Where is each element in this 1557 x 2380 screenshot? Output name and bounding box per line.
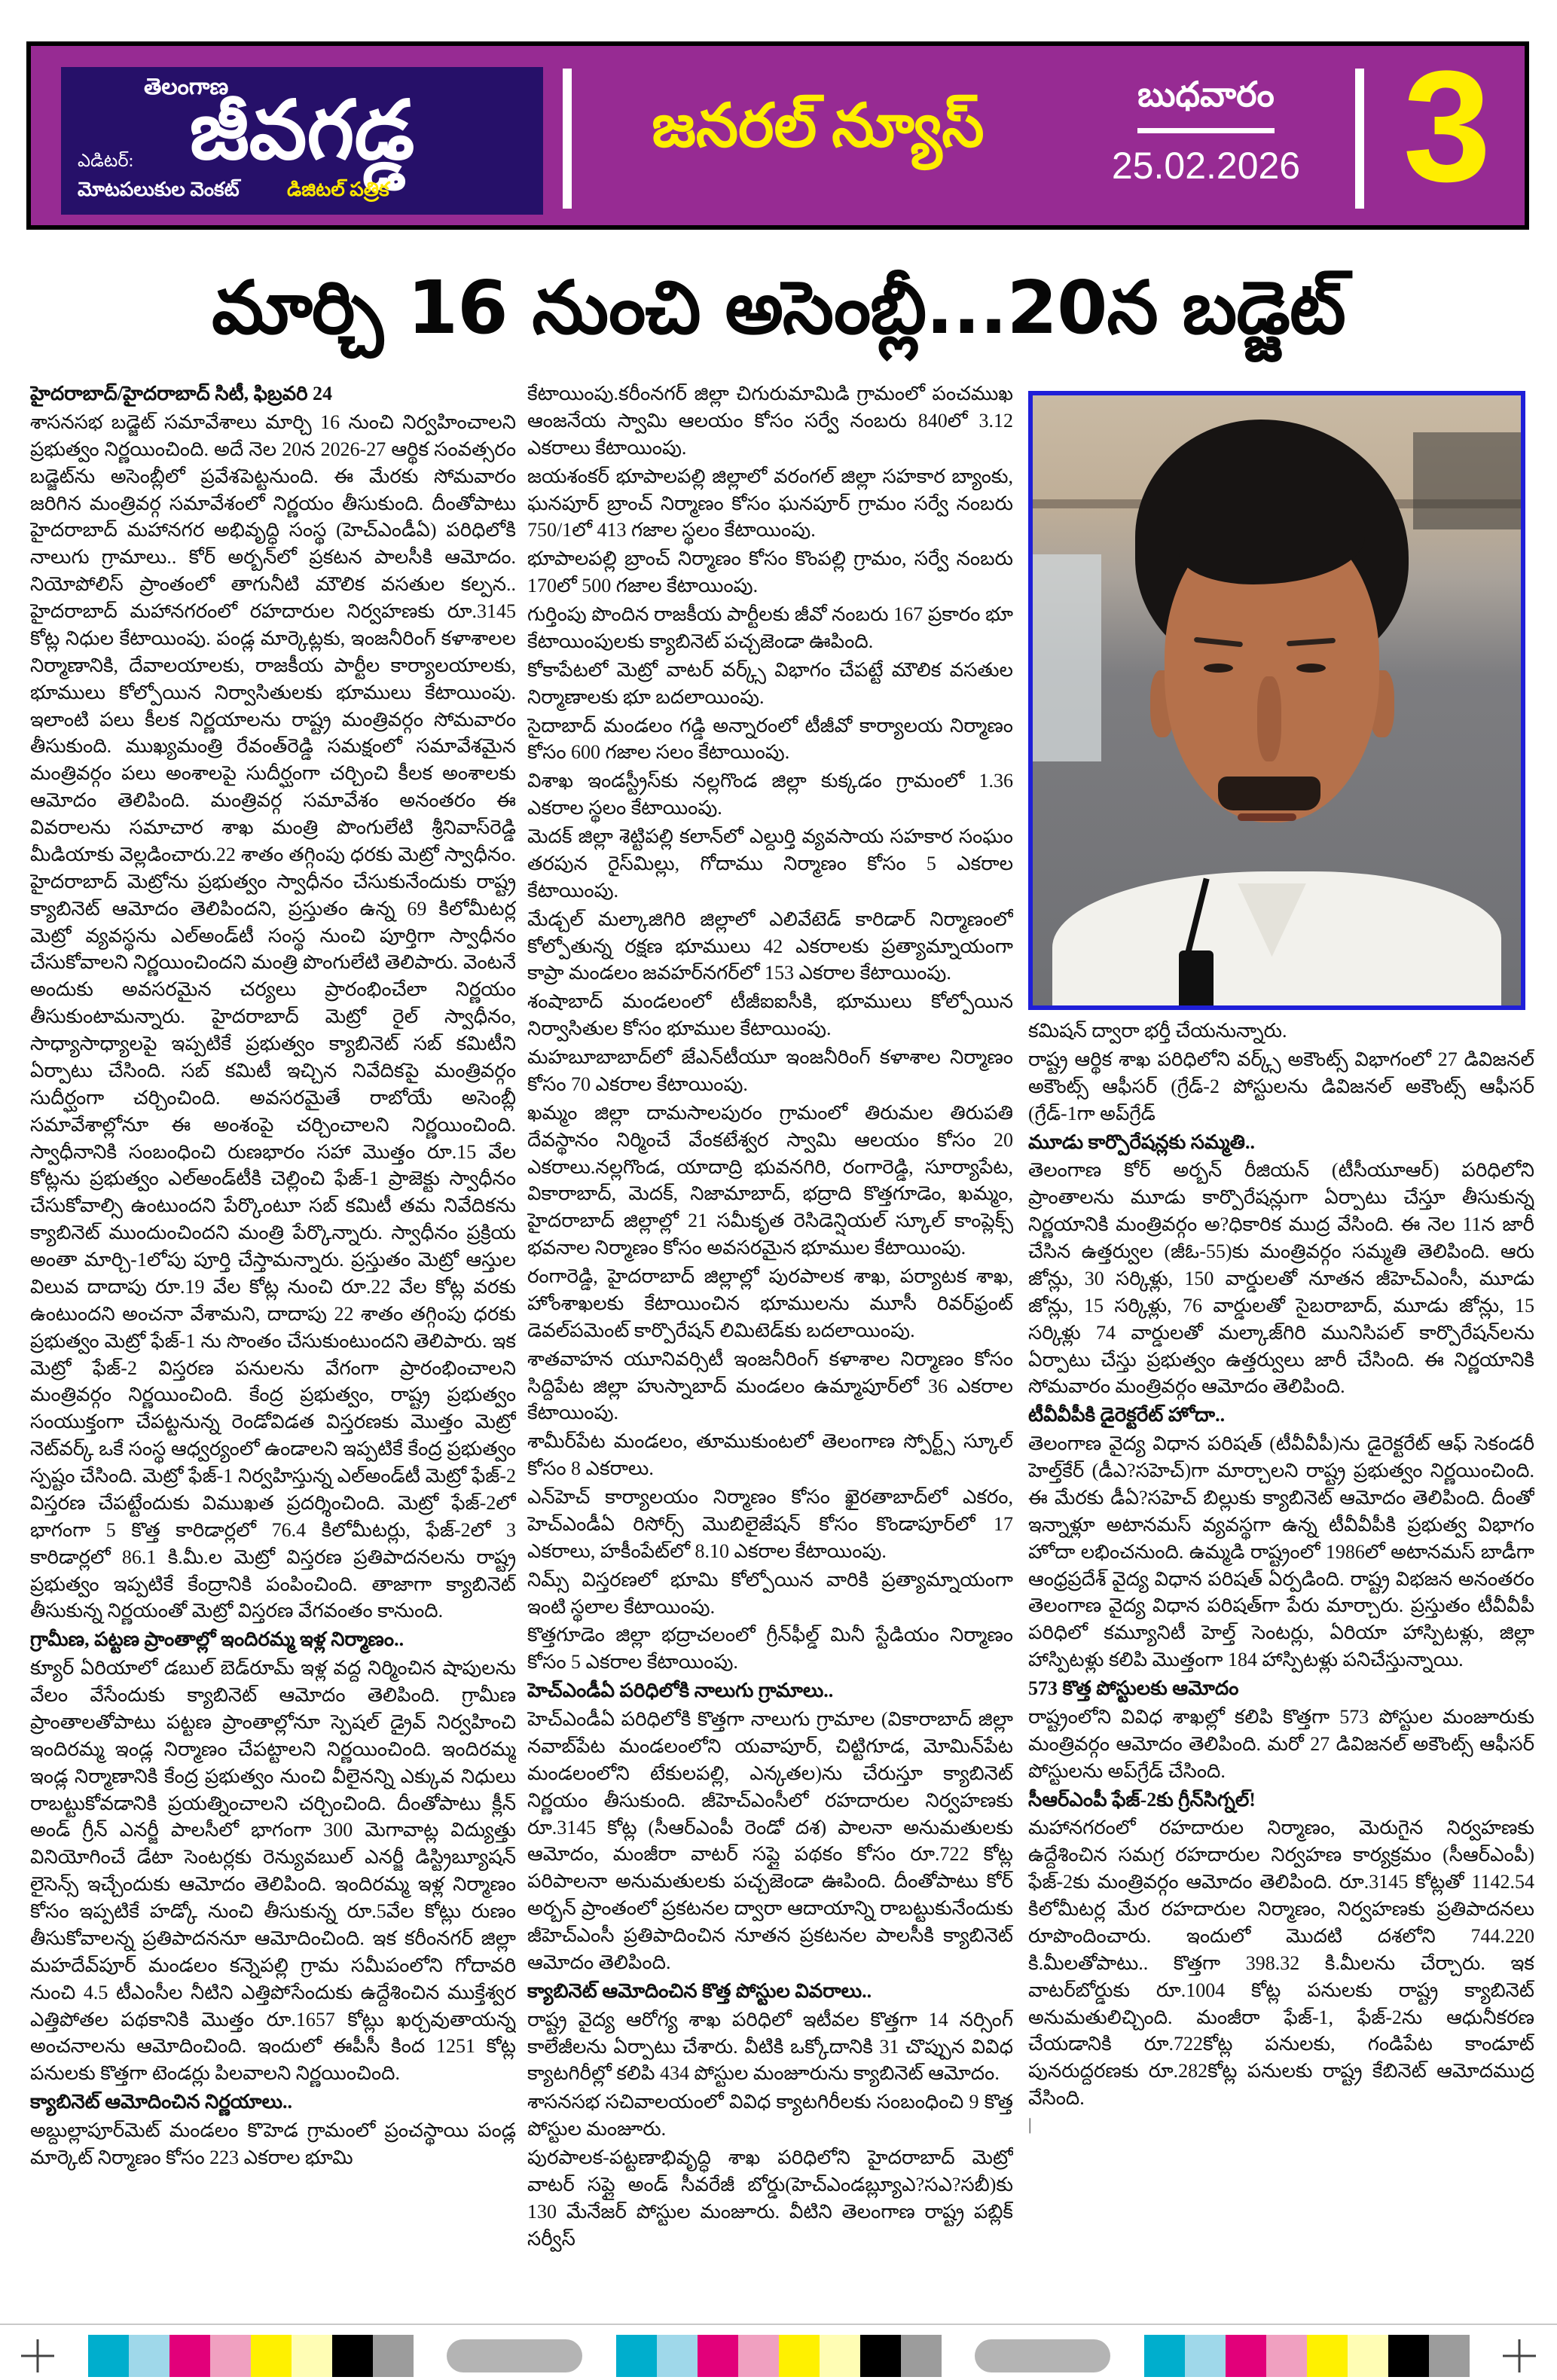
color-calibration-bar <box>88 2335 414 2377</box>
color-swatch <box>1429 2335 1470 2377</box>
color-swatch <box>1348 2335 1388 2377</box>
region-label: తెలంగాణ <box>144 75 229 99</box>
color-swatch <box>1307 2335 1348 2377</box>
body-paragraph: విశాఖ ఇండస్ట్రీస్‌కు నల్లగొండ జిల్లా కుక్కడం గ్రామంలో 1.36 ఎకరాల స్థలం కేటాయింపు. <box>527 770 1013 819</box>
body-paragraph: శాతవాహన యూనివర్సిటీ ఇంజనీరింగ్ కళాశాల నిర్మాణం కోసం సిద్దిపేట జిల్లా హుస్నాబాద్ మండలం ఉమ్మాపూర్‌లో 36 ఎకరాల కేటాయింపు. <box>527 1347 1013 1424</box>
date-block <box>1067 75 1345 188</box>
color-swatch <box>169 2335 210 2377</box>
color-swatch <box>292 2335 332 2377</box>
photo-person-mouth <box>1238 813 1296 821</box>
body-paragraph: కేటాయింపు.కరీంనగర్ జిల్లా చిగురుమామిడి గ్రామంలో పంచముఖ ఆంజనేయ స్వామి ఆలయం కోసం సర్వే నంబరు 840లో 3.12 ఎకరాలు కేటాయింపు. <box>527 383 1013 459</box>
color-calibration-bar <box>616 2335 942 2377</box>
body-paragraph: పురపాలక-పట్టణాభివృద్ధి శాఖ పరిధిలోని హైదరాబాద్ మెట్రో వాటర్ సప్లై అండ్ సీవరేజీ బోర్డు(హెచ్ఎండబ్ల్యూఎ?సఎ?సబీ)కు 130 మేనేజర్ పోస్టుల మంజూరు. వీటిని తెలంగాణ రాష్ట్ర పబ్లిక్ సర్వీస్ <box>527 2147 1013 2250</box>
body-paragraph: శాసనసభ సచివాలయంలో వివిధ క్యాటగిరీలకు సంబంధించి 9 కొత్త పోస్టుల మంజూరు. <box>527 2091 1013 2140</box>
subheading: టీవీవీపీకి డైరెక్టరేట్ హోదా.. <box>1028 1404 1226 1426</box>
body-paragraph: రాష్ట్ర ఆర్థిక శాఖ పరిధిలోని వర్క్స్ అకౌంట్స్ విభాగంలో 27 డివిజనల్ అకౌంట్స్ ఆఫీసర్ (గ్రేడ్-2 పోస్టులను డివిజనల్ అకౌంట్స్ ఆఫీసర్ (గ్రేడ్-1గా అప్‌గ్రేడ్ <box>1028 1048 1534 1124</box>
column-1 <box>30 380 516 2320</box>
body-paragraph: మెదక్ జిల్లా శెట్టిపల్లి కలాన్‌లో ఎల్దుర్తి వ్యవసాయ సహకార సంఘం తరపున రైస్‌మిల్లు, గోదాము నిర్మాణం కోసం 5 ఎకరాల కేటాయింపు. <box>527 825 1013 902</box>
body-paragraph: నిమ్స్ విస్తరణలో భూమి కోల్పోయిన వారికి ప్రత్యామ్నాయంగా ఇంటి స్థలాల కేటాయింపు. <box>527 1568 1013 1618</box>
column-3 <box>1028 380 1534 2320</box>
page-number: 3 <box>1403 38 1491 215</box>
color-swatch <box>373 2335 414 2377</box>
subheading: క్యాబినెట్ ఆమోదించిన కొత్త పోస్టుల వివరాలు.. <box>527 1979 872 2002</box>
color-swatch <box>616 2335 657 2377</box>
column-3-text <box>1028 1018 1534 2136</box>
color-swatch <box>1266 2335 1307 2377</box>
body-paragraph: మహానగరంలో రహదారుల నిర్మాణం, మెరుగైన నిర్వహణకు ఉద్దేశించిన సమగ్ర రహదారుల నిర్వహణ కార్యక్రమం (సీఆర్ఎంపీ) ఫేజ్-2కు మంత్రివర్గం ఆమోదం తెలిపింది. రూ.3145 కోట్లతో 1142.54 కిలోమీటర్ల మేర రహదారుల నిర్మాణం, నిర్వహణకు ప్రతిపాదనలు రూపొందించారు. ఇందులో మొదటి దశలోని 744.220 కి.మీలతోపాటు.. కొత్తగా 398.32 కి.మీలను చేర్చారు. ఇక వాటర్‌బోర్డుకు రూ.1004 కోట్ల పనులకు రాష్ట్ర క్యాబినెట్ అనుమతులిచ్చింది. మంజీరా ఫేజ్-1, ఫేజ్-2ను ఆధునీకరణ చేయడానికి రూ.722కోట్ల పనులకు, గండిపేట కాండూట్ పునరుద్దరణకు రూ.282కోట్ల పనులకు రాష్ట్ర కేబినెట్ ఆమోదముద్ర వేసింది. <box>1028 1817 1534 2110</box>
body-paragraph: క్యూర్ ఏరియాలో డబుల్ బెడ్‌రూమ్ ఇళ్ల వద్ద నిర్మించిన షాపులను వేలం వేసేందుకు క్యాబినెట్ ఆమోదం తెలిపింది. గ్రామీణ ప్రాంతాలతోపాటు పట్టణ ప్రాంతాల్లోనూ స్పెషల్ డ్రైవ్ నిర్వహించి ఇందిరమ్మ ఇండ్ల నిర్మాణం చేపట్టాలని నిర్ణయించింది. ఇందిరమ్మ ఇండ్ల నిర్మాణానికి కేంద్ర ప్రభుత్వం నుంచి వీలైనన్ని ఎక్కువ నిధులు రాబట్టుకోవడానికి ప్రయత్నించాలని చర్చించింది. దీంతోపాటు క్లీన్ అండ్ గ్రీన్ ఎనర్జీ పాలసీలో భాగంగా 300 మెగావాట్ల విద్యుత్తు వినియోగించే డేటా సెంటర్లకు రెన్యువబుల్ ఎనర్జీ డిస్ట్రిబ్యూషన్ లైసెన్స్ ఇచ్చేందుకు ఆమోదం తెలిపింది. ఇందిరమ్మ ఇళ్ల నిర్మాణం కోసం ఇప్పటికే హడ్కో నుంచి తీసుకున్న రూ.5వేల కోట్లు రుణం తీసుకోవాలన్న ప్రతిపాదననూ ఆమోదించింది. ఇక కరీంనగర్ జిల్లా మహదేవ్‌పూర్ మండలం కన్నెపల్లి గ్రామ సమీపంలోని గోదావరి నుంచి 4.5 టీఎంసీల నీటిని ఎత్తిపోసేందుకు ఉద్దేశించిన ముక్తేశ్వర ఎత్తిపోతల పథకానికి మొత్తం రూ.1657 కోట్లు ఖర్చవుతాయన్న అంచనాలను ఆమోదించింది. ఇందులో ఈపీసీ కింద 1251 కోట్ల పనులకు కొత్తగా టెండర్లు పిలవాలని నిర్ణయించింది. <box>30 1657 516 2085</box>
minister-photo <box>1028 391 1525 1010</box>
microphone-icon <box>1179 950 1213 1005</box>
subheading: హెచ్ఎండీఏ పరిధిలోకి నాలుగు గ్రామాలు.. <box>527 1680 834 1702</box>
photo-background-panel <box>1413 432 1521 530</box>
photo-background-screen <box>1033 554 1101 761</box>
subheading: సీఆర్ఎంపీ ఫేజ్-2కు గ్రీన్‌సిగ్నల్! <box>1028 1788 1256 1811</box>
color-swatch <box>698 2335 738 2377</box>
color-swatch <box>1226 2335 1266 2377</box>
masthead <box>26 38 1529 230</box>
subheading: 573 కొత్త పోస్టులకు ఆమోదం <box>1028 1677 1239 1699</box>
body-paragraph: రాష్ట్రంలోని వివిధ శాఖల్లో కలిపి కొత్తగా 573 పోస్టుల మంజూరుకు మంత్రివర్గం ఆమోదం తెలిపింది. మరో 27 డివిజనల్ అకౌంట్స్ ఆఫీసర్ పోస్టులను అప్‌గ్రేడ్ చేసింది. <box>1028 1705 1534 1782</box>
color-calibration-bar <box>1144 2335 1470 2377</box>
body-paragraph: తెలంగాణ వైద్య విధాన పరిషత్ (టీవీవీపీ)ను డైరెక్టరేట్ ఆఫ్ సెకండరీ హెల్త్‌కేర్ (డీఎ?సహెచ్)గా మార్చాలని రాష్ట్ర ప్రభుత్వం నిర్ణయించింది. ఈ మేరకు డీఏ?సహెచ్ బిల్లుకు క్యాబినెట్ ఆమోదం తెలిపింది. దీంతో ఇన్నాళ్లూ అటానమస్ వ్యవస్థగా ఉన్న టీవీవీపీకి ప్రభుత్వ విభాగం హోదా లభించనుంది. ఉమ్మడి రాష్ట్రంలో 1986లో అటానమస్ బాడీగా ఆంధ్రప్రదేశ్ వైద్య విధాన పరిషత్ ఏర్పడింది. రాష్ట్ర విభజన అనంతరం తెలంగాణ వైద్య విధాన పరిషత్‌గా పేరు మార్చారు. ప్రస్తుతం టీవీవీపీ పరిధిలో కమ్యూనిటీ హెల్త్ సెంటర్లు, ఏరియా హాస్పిటళ్లు, జిల్లా హాస్పిటళ్లు కలిపి మొత్తంగా 184 హాస్పిటళ్లు పనిచేస్తున్నాయి. <box>1028 1433 1534 1671</box>
weekday-label: బుధవారం <box>1137 75 1275 133</box>
body-paragraph: రాష్ట్ర వైద్య ఆరోగ్య శాఖ పరిధిలో ఇటీవల కొత్తగా 14 నర్సింగ్ కాలేజీలను ఏర్పాటు చేశారు. వీటికి ఒక్కోదానికి 31 చొప్పున వివిధ క్యాటగిరీల్లో కలిపి 434 పోస్టుల మంజూరును క్యాబినెట్ ఆమోదం. <box>527 2008 1013 2085</box>
gray-registration-pill <box>447 2339 582 2372</box>
subheading: గ్రామీణ, పట్టణ ప్రాంతాల్లో ఇందిరమ్మ ఇళ్ల నిర్మాణం.. <box>30 1628 405 1651</box>
body-paragraph: హెచ్ఎండీఏ పరిధిలోకి కొత్తగా నాలుగు గ్రామాల (వికారాబాద్ జిల్లా నవాబ్‌పేట మండలంలోని యవాపూర్, చిట్టిగూడ, మోమిన్‌పేట మండలంలోని టేకులపల్లి, ఎన్కతల)ను చేరుస్తూ క్యాబినెట్ నిర్ణయం తీసుకుంది. జీహెచ్ఎంసీలో రహదారుల నిర్వహణకు రూ.3145 కోట్ల (సీఆర్ఎంపీ రెండో దశ) పాలనా అనుమతులకు ఆమోదం, మంజీరా వాటర్ సప్లై పథకం కోసం రూ.722 కోట్ల పరిపాలనా అనుమతులకు పచ్చజెండా ఊపింది. దీంతోపాటు కోర్ అర్బన్ ప్రాంతంలో ప్రకటనల ద్వారా ఆదాయాన్ని రాబట్టుకునేందుకు జీహెచ్ఎంసీ ప్రతిపాదించిన నూతన ప్రకటనల పాలసీకి క్యాబినెట్ ఆమోదం తెలిపింది. <box>527 1708 1013 1973</box>
body-paragraph: ఎన్‌హెచ్ కార్యాలయం నిర్మాణం కోసం ఖైరతాబాద్‌లో ఎకరం, హెచ్ఎండీఏ రిసోర్స్ మొబిలైజేషన్ కోసం కొండాపూర్‌లో 17 ఎకరాలు, హకీంపేట్‌లో 8.10 ఎకరాల కేటాయింపు. <box>527 1486 1013 1562</box>
body-paragraph: శంషాబాద్ మండలంలో టీజీఐఐసీకి, భూములు కోల్పోయిన నిర్వాసితుల కోసం భూముల కేటాయింపు. <box>527 990 1013 1040</box>
color-swatch <box>332 2335 373 2377</box>
masthead-logo-box <box>61 67 543 215</box>
body-paragraph: భూపాలపల్లి బ్రాంచ్ నిర్మాణం కోసం కొంపల్లి గ్రామం, సర్వే నంబరు 170లో 500 గజాల కేటాయింపు. <box>527 548 1013 597</box>
body-paragraph: ఖమ్మం జిల్లా దామసాలపురం గ్రామంలో తిరుమల తిరుపతి దేవస్థానం నిర్మించే వేంకటేశ్వర స్వామి ఆలయం కోసం 20 ఎకరాలు.నల్లగొండ, యాదాద్రి భువనగిరి, రంగారెడ్డి, సూర్యాపేట, వికారాబాద్, మెదక్, నిజామాబాద్, భద్రాది కొత్తగూడెం, ఖమ్మం, హైదరాబాద్ జిల్లాల్లో 21 సమీకృత రెసిడెన్షియల్ స్కూల్ కాంప్లెక్స్ భవనాల నిర్మాణం కోసం అవసరమైన భూముల కేటాయింపు. <box>527 1101 1013 1259</box>
color-swatch <box>779 2335 820 2377</box>
body-paragraph: శాసనసభ బడ్జెట్ సమావేశాలు మార్చి 16 నుంచి నిర్వహించాలని ప్రభుత్వం నిర్ణయించింది. అదే నెల 20న 2026-27 ఆర్థిక సంవత్సరం బడ్జెట్‌ను అసెంబ్లీలో ప్రవేశపెట్టనుంది. ఈ మేరకు సోమవారం జరిగిన మంత్రివర్గ సమావేశంలో నిర్ణయం తీసుకుంది. దీంతోపాటు హైదరాబాద్ మహానగర అభివృద్ధి సంస్థ (హెచ్ఎండీఏ) పరిధిలోకి నాలుగు గ్రామాలు.. కోర్ అర్బన్‌లో ప్రకటన పాలసీకి ఆమోదం. నియోపోలిస్ ప్రాంతంలో తాగునీటి మౌలిక వసతుల కల్పన.. హైదరాబాద్ మహానగరంలో రహదారుల నిర్వహణకు రూ.3145 కోట్ల నిధుల కేటాయింపు. పండ్ల మార్కెట్లకు, ఇంజనీరింగ్ కళాశాలల నిర్మాణానికి, దేవాలయాలకు, రాజకీయ పార్టీల కార్యాలయాలకు, భూములు కోల్పోయిన నిర్వాసితులకు భూములు కేటాయింపు. ఇలాంటి పలు కీలక నిర్ణయాలను రాష్ట్ర మంత్రివర్గం సోమవారం తీసుకుంది. ముఖ్యమంత్రి రేవంత్‌రెడ్డి సమక్షంలో సమావేశమైన మంత్రివర్గం పలు అంశాలపై సుదీర్ఘంగా చర్చించి కీలక అంశాలకు ఆమోదం తెలిపింది. మంత్రివర్గ సమావేశం అనంతరం ఈ వివరాలను సమాచార శాఖ మంత్రి పొంగులేటి శ్రీనివాస్‌రెడ్డి మీడియాకు వెల్లడించారు.22 శాతం తగ్గింపు ధరకు మెట్రో స్వాధీనం. హైదరాబాద్ మెట్రోను ప్రభుత్వం స్వాధీనం చేసుకునేందుకు రాష్ట్ర క్యాబినెట్ ఆమోదం తెలిపిందని, ప్రస్తుతం ఉన్న 69 కిలోమీటర్ల మెట్రో వ్యవస్థను ఎల్అండ్‌టీ సంస్థ నుంచి పూర్తిగా స్వాధీనం చేసుకోవాలని నిర్ణయించిందని మంత్రి పొంగులేటి తెలిపారు. వెంటనే అందుకు అవసరమైన చర్యలు ప్రారంభించేలా నిర్ణయం తీసుకుంటామన్నారు. హైదరాబాద్ మెట్రో రైల్ స్వాధీనం, సాధ్యాసాధ్యాలపై ఇప్పటికే ప్రభుత్వం క్యాబినెట్ సబ్ కమిటీని ఏర్పాటు చేసింది. సబ్ కమిటీ ఇచ్చిన నివేదికపై మంత్రివర్గం సుదీర్ఘంగా చర్చించింది. అవసరమైతే రాబోయే అసెంబ్లీ సమావేశాల్లోనూ ఈ అంశంపై చర్చించాలని నిర్ణయించింది. స్వాధీనానికి సంబంధించి రుణభారం సహా మొత్తం రూ.15 వేల కోట్లను ప్రభుత్వం ఎల్అండ్‌టీకి చెల్లించి ఫేజ్-1 ప్రాజెక్టు స్వాధీనం చేసుకోవాల్సి ఉంటుందని పేర్కొంటూ సబ్ కమిటీ తమ నివేదికను క్యాబినెట్ ముందుంచిందని మంత్రి పేర్కొన్నారు. స్వాధీనం ప్రక్రియ అంతా మార్చి-1లోపు పూర్తి చేస్తామన్నారు. ప్రస్తుతం మెట్రో ఆస్తుల విలువ దాదాపు రూ.19 వేల కోట్ల నుంచి రూ.22 వేల కోట్ల వరకు ఉంటుందని అంచనా వేశామని, దాదాపు 22 శాతం తగ్గింపు ధరకు ప్రభుత్వం మెట్రో ఫేజ్-1 ను సొంతం చేసుకుంటుందని తెలిపారు. ఇక మెట్రో ఫేజ్-2 విస్తరణ పనులను వేగంగా ప్రారంభించాలని మంత్రివర్గం నిర్ణయించింది. కేంద్ర ప్రభుత్వం, రాష్ట్ర ప్రభుత్వం సంయుక్తంగా చేపట్టనున్న రెండోవిడత విస్తరణకు మొత్తం మెట్రో నెట్‌వర్క్ ఒకే సంస్థ ఆధ్వర్యంలో ఉండాలని ఇప్పటికే కేంద్ర ప్రభుత్వం స్పష్టం చేసింది. మెట్రో ఫేజ్-1 నిర్వహిస్తున్న ఎల్అండ్‌టీ మెట్రో ఫేజ్-2 విస్తరణ చేపట్టేందుకు విముఖత ప్రదర్శించింది. మెట్రో ఫేజ్-2లో భాగంగా 5 కొత్త కారిడార్లలో 76.4 కిలోమీటర్లు, ఫేజ్-2లో 3 కారిడార్లలో 86.1 కి.మీ.ల మెట్రో విస్తరణ ప్రతిపాదనలను రాష్ట్ర ప్రభుత్వం ఇప్పటికే కేంద్రానికి పంపించింది. తాజాగా క్యాబినెట్ తీసుకున్న నిర్ణయంతో మెట్రో విస్తరణ వేగవంతం కానుంది. <box>30 410 516 1622</box>
section-title: జనరల్ న్యూస్ <box>652 93 985 160</box>
gray-registration-pill <box>975 2339 1110 2372</box>
body-paragraph: కొత్తగూడెం జిల్లా భద్రాచలంలో గ్రీన్‌ఫీల్డ్ మినీ స్టేడియం నిర్మాణం కోసం 5 ఎకరాల కేటాయింపు. <box>527 1624 1013 1674</box>
photo-person-mustache <box>1218 777 1320 810</box>
color-swatch <box>1388 2335 1429 2377</box>
print-registration-strip <box>0 2333 1557 2378</box>
digital-edition-tagline: డిజిటల్ పత్రిక <box>287 178 389 200</box>
registration-cross-icon <box>1503 2339 1536 2372</box>
subheading: క్యాబినెట్ ఆమోదించిన నిర్ణయాలు.. <box>30 2091 293 2113</box>
body-paragraph: శామీర్‌పేట మండలం, తూముకుంటలో తెలంగాణ స్పోర్ట్స్ స్కూల్ కోసం 8 ఎకరాలు. <box>527 1430 1013 1480</box>
body-paragraph: మేడ్చల్ మల్కాజిగిరి జిల్లాలో ఎలివేటెడ్ కారిడార్ నిర్మాణంలో కోల్పోతున్న రక్షణ భూములు 42 ఎకరాలకు ప్రత్యామ్నాయంగా కాప్రా మండలం జవహర్‌నగర్‌లో 153 ఎకరాల కేటాయింపు. <box>527 908 1013 984</box>
color-swatch <box>738 2335 779 2377</box>
body-paragraph: జయశంకర్ భూపాలపల్లి జిల్లాలో వరంగల్ జిల్లా సహకార బ్యాంకు, ఘనపూర్ బ్రాంచ్ నిర్మాణం కోసం ఘనపూర్ గ్రామం సర్వే నంబరు 750/1లో 413 గజాల స్థలం కేటాయింపు. <box>527 465 1013 542</box>
masthead-divider <box>563 69 572 209</box>
color-swatch <box>901 2335 942 2377</box>
color-swatch <box>657 2335 698 2377</box>
color-swatch <box>129 2335 169 2377</box>
masthead-divider <box>1355 69 1364 209</box>
body-paragraph: మహబూబాబాద్‌లో జేఎన్‌టీయూ ఇంజనీరింగ్ కళాశాల నిర్మాణం కోసం 70 ఎకరాల కేటాయింపు. <box>527 1046 1013 1095</box>
photo-person-nose <box>1257 676 1281 761</box>
color-swatch <box>210 2335 251 2377</box>
body-paragraph: తెలంగాణ కోర్ అర్బన్ రీజియన్ (టీసీయూఆర్) పరిధిలోని ప్రాంతాలను మూడు కార్పొరేషన్లుగా ఏర్పాటు చేస్తూ తీసుకున్న నిర్ణయానికి మంత్రివర్గం అ?ధికారిక ముద్ర వేసింది. ఈ నెల 11న జారీ చేసిన ఉత్తర్వుల (జీఓ-55)కు మంత్రివర్గం సమ్మతి తెలిపింది. ఆరు జోన్లు, 30 సర్కిళ్లు, 150 వార్డులతో నూతన జీహెచ్ఎంసీ, మూడు జోన్లు, 15 సర్కిళ్లు, 76 వార్డులతో సైబరాబాద్, మూడు జోన్లు, 15 సర్కిళ్లు 74 వార్డులతో మల్కాజ్‌గిరి మునిసిపల్ కార్పొరేషన్‌లను ఏర్పాటు చేస్తు ప్రభుత్వం ఉత్తర్వులు జారీ చేసింది. ఈ నిర్ణయానికి సోమవారం మంత్రివర్గం ఆమోదం తెలిపింది. <box>1028 1159 1534 1398</box>
body-paragraph: సైదాబాద్ మండలం గడ్డి అన్నారంలో టీజీవో కార్యాలయ నిర్మాణం కోసం 600 గజాల సలం కేటాయింపు. <box>527 714 1013 764</box>
color-swatch <box>251 2335 292 2377</box>
photo-caption: కమిషన్ ద్వారా భర్తీ చేయనున్నారు. <box>1028 1020 1287 1042</box>
body-paragraph: రంగారెడ్డి, హైదరాబాద్ జిల్లాల్లో పురపాలక శాఖ, పర్యాటక శాఖ, హోంశాఖలకు కేటాయించిన భూములను మూసీ రివర్‌ఫ్రంట్ డెవల్‌పమెంట్ కార్పొరేషన్ లిమిటెడ్‌కు బదలాయింపు. <box>527 1265 1013 1341</box>
column-end-mark: | <box>1028 2115 1032 2134</box>
editor-label: ఎడిటర్: <box>78 151 134 171</box>
editor-name: మోటపలుకుల వెంకట్ <box>78 178 240 200</box>
body-paragraph: గుర్తింపు పొందిన రాజకీయ పార్టీలకు జీవో నంబరు 167 ప్రకారం భూ కేటాయింపులకు క్యాబినెట్ పచ్చజెండా ఊపింది. <box>527 603 1013 652</box>
column-2 <box>527 380 1013 2320</box>
dateline: హైదరాబాద్/హైదరాబాద్ సిటీ, ఫిబ్రవరి 24 <box>30 383 333 404</box>
registration-cross-icon <box>21 2339 54 2372</box>
main-headline: మార్చి 16 నుంచి అసెంబ్లీ...20న బడ్జెట్ <box>212 265 1345 350</box>
color-swatch <box>860 2335 901 2377</box>
color-swatch <box>1144 2335 1185 2377</box>
bottom-rule <box>0 2324 1557 2325</box>
publication-date: 25.02.2026 <box>1111 145 1301 187</box>
newspaper-logo: జీవగడ్డ <box>189 87 415 177</box>
subheading: మూడు కార్పొరేషన్లకు సమ్మతి.. <box>1028 1130 1255 1153</box>
color-swatch <box>1185 2335 1226 2377</box>
color-swatch <box>820 2335 860 2377</box>
body-paragraph: అబ్దుల్లాపూర్‌మెట్ మండలం కొహెడ గ్రామంలో ప్రంచస్థాయి పండ్ల మార్కెట్ నిర్మాణం కోసం 223 ఎకరాల భూమి <box>30 2119 516 2168</box>
color-swatch <box>88 2335 129 2377</box>
body-paragraph: కోకాపేటలో మెట్రో వాటర్ వర్క్స్ విభాగం చేపట్టే మౌలిక వసతుల నిర్మాణాలకు భూ బదలాయింపు. <box>527 658 1013 708</box>
